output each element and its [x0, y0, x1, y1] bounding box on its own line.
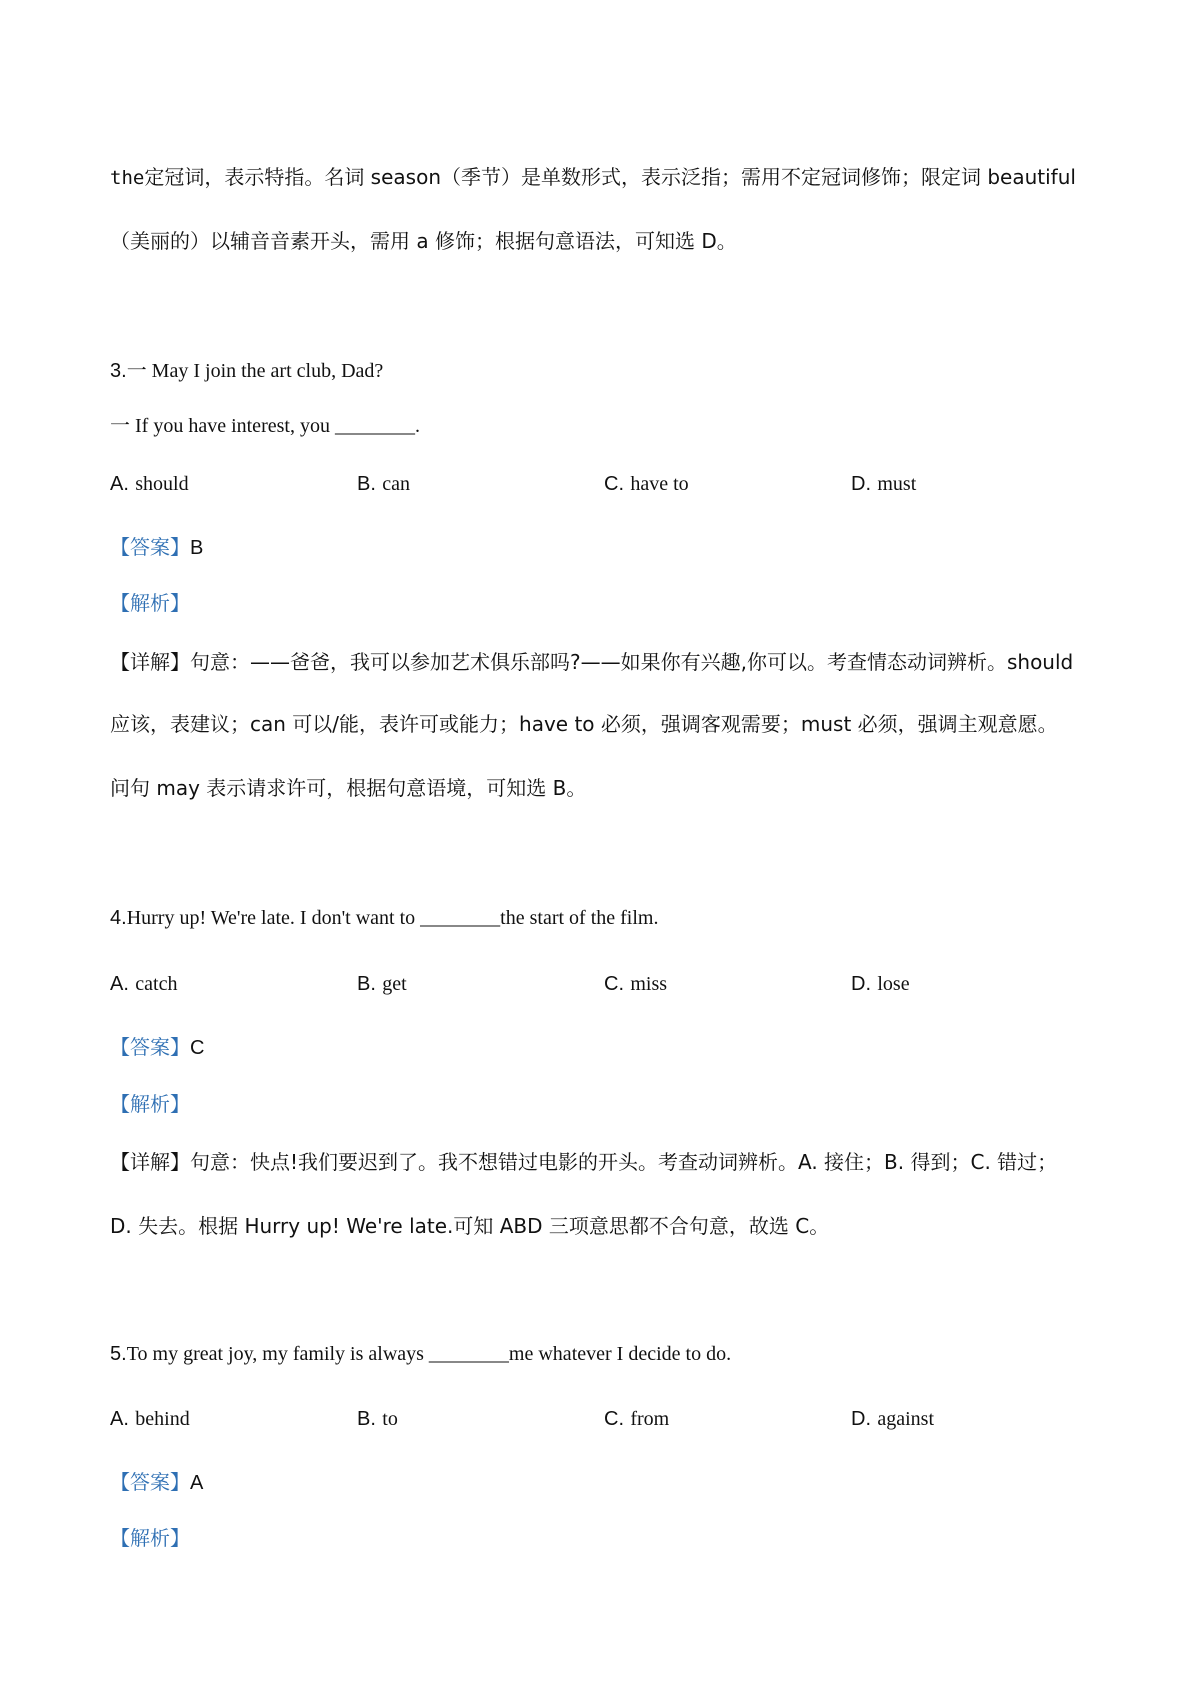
option-text: get	[382, 973, 407, 995]
q5-option-b[interactable]	[357, 1405, 398, 1432]
intro-line-1	[110, 164, 1076, 191]
q4-option-d[interactable]	[851, 970, 910, 997]
q4-answer	[110, 1034, 204, 1061]
q4-number: 4.	[110, 907, 127, 929]
q4-option-b[interactable]	[357, 970, 407, 997]
option-text: behind	[135, 1408, 190, 1430]
option-text: to	[382, 1408, 398, 1430]
q5-analysis-tag: 【解析】	[110, 1526, 190, 1550]
q3-option-b[interactable]	[357, 470, 410, 497]
answer-value: C	[190, 1037, 205, 1059]
option-text: have to	[630, 473, 689, 495]
option-text: can	[382, 473, 411, 495]
q5-answer	[110, 1469, 203, 1496]
q3-detail-line-1: 【详解】句意：——爸爸，我可以参加艺术俱乐部吗?——如果你有兴趣,你可以。考查情态动词辨析。should	[110, 650, 1074, 674]
q3-stem-line-2: 一 If you have interest, you ________.	[110, 415, 420, 437]
q3-option-a[interactable]	[110, 470, 189, 497]
option-letter: C.	[604, 1408, 624, 1430]
q3-stem-line-1	[110, 357, 383, 384]
intro-word-the: the	[110, 167, 145, 189]
q5-option-c[interactable]	[604, 1405, 669, 1432]
q3-answer	[110, 534, 203, 561]
answer-tag: 【答案】	[110, 1035, 190, 1059]
q3-option-c[interactable]	[604, 470, 689, 497]
option-letter: A.	[110, 473, 129, 495]
q5-stem	[110, 1340, 731, 1367]
option-text: from	[630, 1408, 670, 1430]
q3-detail-line-3: 问句 may 表示请求许可，根据句意语境，可知选 B。	[110, 776, 587, 800]
answer-tag: 【答案】	[110, 1470, 190, 1494]
option-text: against	[877, 1408, 935, 1430]
q4-analysis-tag: 【解析】	[110, 1092, 190, 1116]
q4-option-a[interactable]	[110, 970, 177, 997]
option-text: must	[877, 473, 917, 495]
option-letter: D.	[851, 973, 871, 995]
answer-tag: 【答案】	[110, 535, 190, 559]
q3-number: 3.	[110, 360, 127, 382]
q5-option-d[interactable]	[851, 1405, 934, 1432]
option-letter: B.	[357, 973, 376, 995]
intro-line-2: （美丽的）以辅音音素开头，需用 a 修饰；根据句意语法，可知选 D。	[110, 229, 737, 253]
q4-option-c[interactable]	[604, 970, 667, 997]
q3-option-d[interactable]	[851, 470, 916, 497]
option-text: catch	[135, 973, 178, 995]
q4-detail-line-1: 【详解】句意：快点!我们要迟到了。我不想错过电影的开头。考查动词辨析。A. 接住；B. 得到；C. 错过；	[110, 1150, 1058, 1174]
q5-number: 5.	[110, 1343, 127, 1365]
q4-detail-line-2: D. 失去。根据 Hurry up! We're late.可知 ABD 三项意思都不合句意，故选 C。	[110, 1214, 830, 1238]
intro-line-1-text: 定冠词，表示特指。名词 season（季节）是单数形式，表示泛指；需用不定冠词修饰；限定词 beautiful	[144, 165, 1076, 189]
q5-stem-text: To my great joy, my family is always ________me whatever I decide to do.	[126, 1343, 732, 1365]
q4-stem-text: Hurry up! We're late. I don't want to ________the start of the film.	[126, 907, 659, 929]
option-letter: B.	[357, 1408, 376, 1430]
answer-value: A	[190, 1472, 204, 1494]
option-text: lose	[877, 973, 910, 995]
option-letter: A.	[110, 973, 129, 995]
q4-stem	[110, 904, 658, 931]
q5-option-a[interactable]	[110, 1405, 190, 1432]
option-letter: C.	[604, 973, 624, 995]
q3-detail-line-2: 应该，表建议；can 可以/能，表许可或能力；have to 必须，强调客观需要；must 必须，强调主观意愿。	[110, 712, 1058, 736]
answer-value: B	[190, 537, 204, 559]
option-letter: D.	[851, 473, 871, 495]
option-letter: A.	[110, 1408, 129, 1430]
option-letter: D.	[851, 1408, 871, 1430]
option-letter: C.	[604, 473, 624, 495]
option-text: should	[135, 473, 189, 495]
option-text: miss	[630, 973, 668, 995]
q3-analysis-tag: 【解析】	[110, 591, 190, 615]
q3-stem-text-1: 一 May I join the art club, Dad?	[126, 360, 384, 382]
option-letter: B.	[357, 473, 376, 495]
